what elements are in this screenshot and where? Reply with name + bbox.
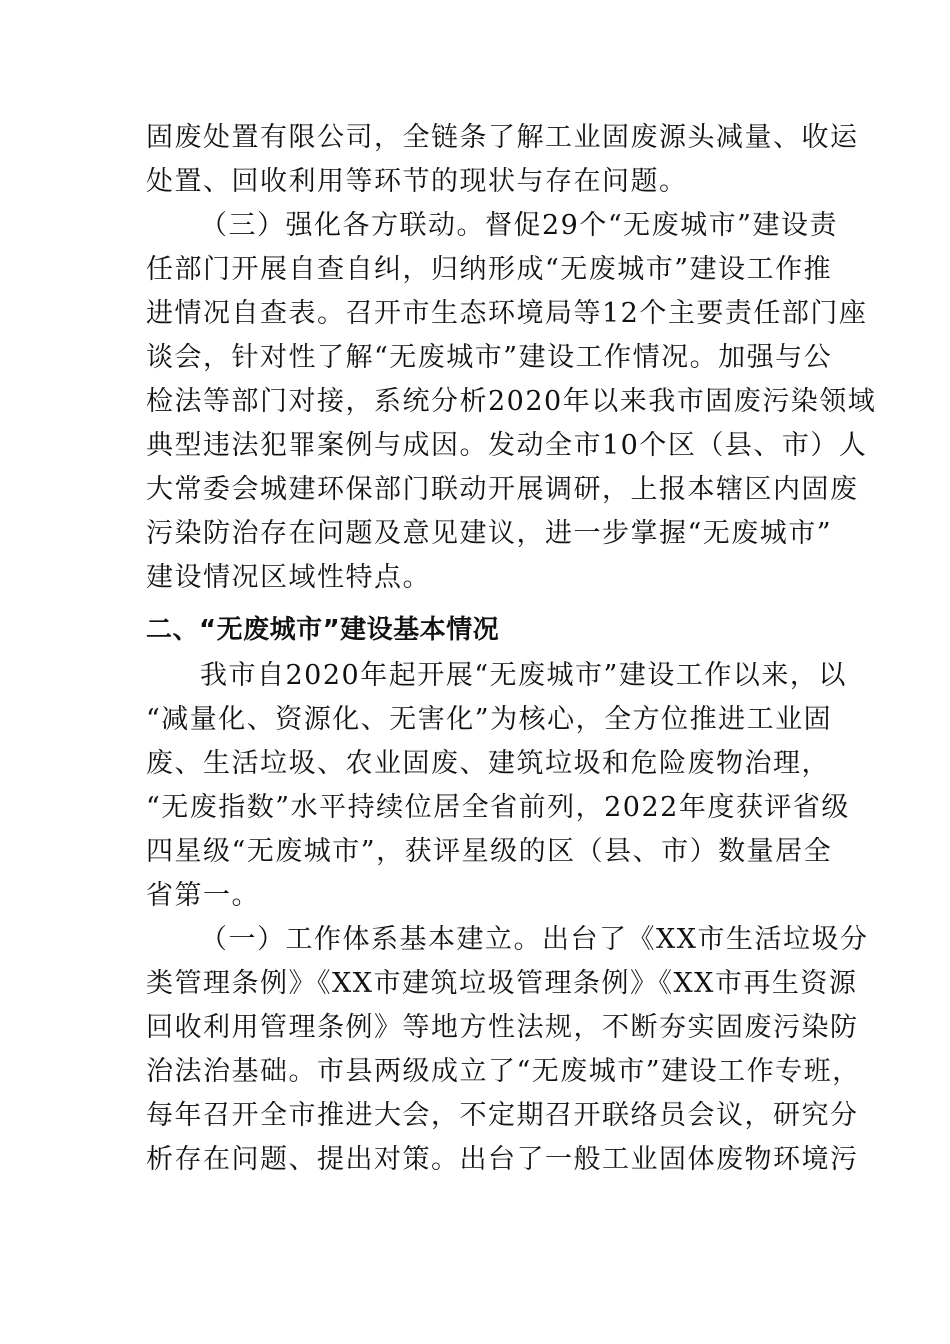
paragraph-line: 类管理条例》《XX市建筑垃圾管理条例》《XX市再生资源 <box>146 968 858 999</box>
paragraph-line: 我市自2020年起开展“无废城市”建设工作以来，以 <box>200 660 847 691</box>
paragraph-line: 废、生活垃圾、农业固废、建筑垃圾和危险废物治理， <box>146 748 830 779</box>
paragraph-line: 治法治基础。市县两级成立了“无废城市”建设工作专班， <box>146 1056 861 1087</box>
section-heading: 二、“无废城市”建设基本情况 <box>146 615 500 645</box>
paragraph-line: 析存在问题、提出对策。出台了一般工业固体废物环境污 <box>146 1144 859 1175</box>
paragraph-line: “无废指数”水平持续位居全省前列，2022年度获评省级 <box>146 792 850 823</box>
paragraph-line: （三）强化各方联动。督促29个“无废城市”建设责 <box>200 210 838 241</box>
paragraph-line: 回收利用管理条例》等地方性法规，不断夯实固废污染防 <box>146 1012 859 1043</box>
paragraph-line: “减量化、资源化、无害化”为核心，全方位推进工业固 <box>146 704 833 735</box>
paragraph-line: 典型违法犯罪案例与成因。发动全市10个区（县、市）人 <box>146 430 868 461</box>
paragraph-line: 谈会，针对性了解“无废城市”建设工作情况。加强与公 <box>146 342 833 373</box>
paragraph-line: 省第一。 <box>146 880 260 911</box>
paragraph-line: （一）工作体系基本建立。出台了《XX市生活垃圾分 <box>200 924 869 955</box>
paragraph-line: 处置、回收利用等环节的现状与存在问题。 <box>146 166 688 197</box>
paragraph-line: 任部门开展自查自纠，归纳形成“无废城市”建设工作推 <box>146 254 833 285</box>
paragraph-line: 每年召开全市推进大会，不定期召开联络员会议，研究分 <box>146 1100 859 1131</box>
paragraph-line: 四星级“无废城市”，获评星级的区（县、市）数量居全 <box>146 836 833 867</box>
paragraph-line: 污染防治存在问题及意见建议，进一步掌握“无废城市” <box>146 518 833 549</box>
paragraph-line: 进情况自查表。召开市生态环境局等12个主要责任部门座 <box>146 298 868 329</box>
paragraph-line: 固废处置有限公司，全链条了解工业固废源头减量、收运 <box>146 122 859 153</box>
paragraph-line: 建设情况区域性特点。 <box>146 562 431 593</box>
paragraph-line: 大常委会城建环保部门联动开展调研，上报本辖区内固废 <box>146 474 859 505</box>
paragraph-line: 检法等部门对接，系统分析2020年以来我市固废污染领域 <box>146 386 877 417</box>
